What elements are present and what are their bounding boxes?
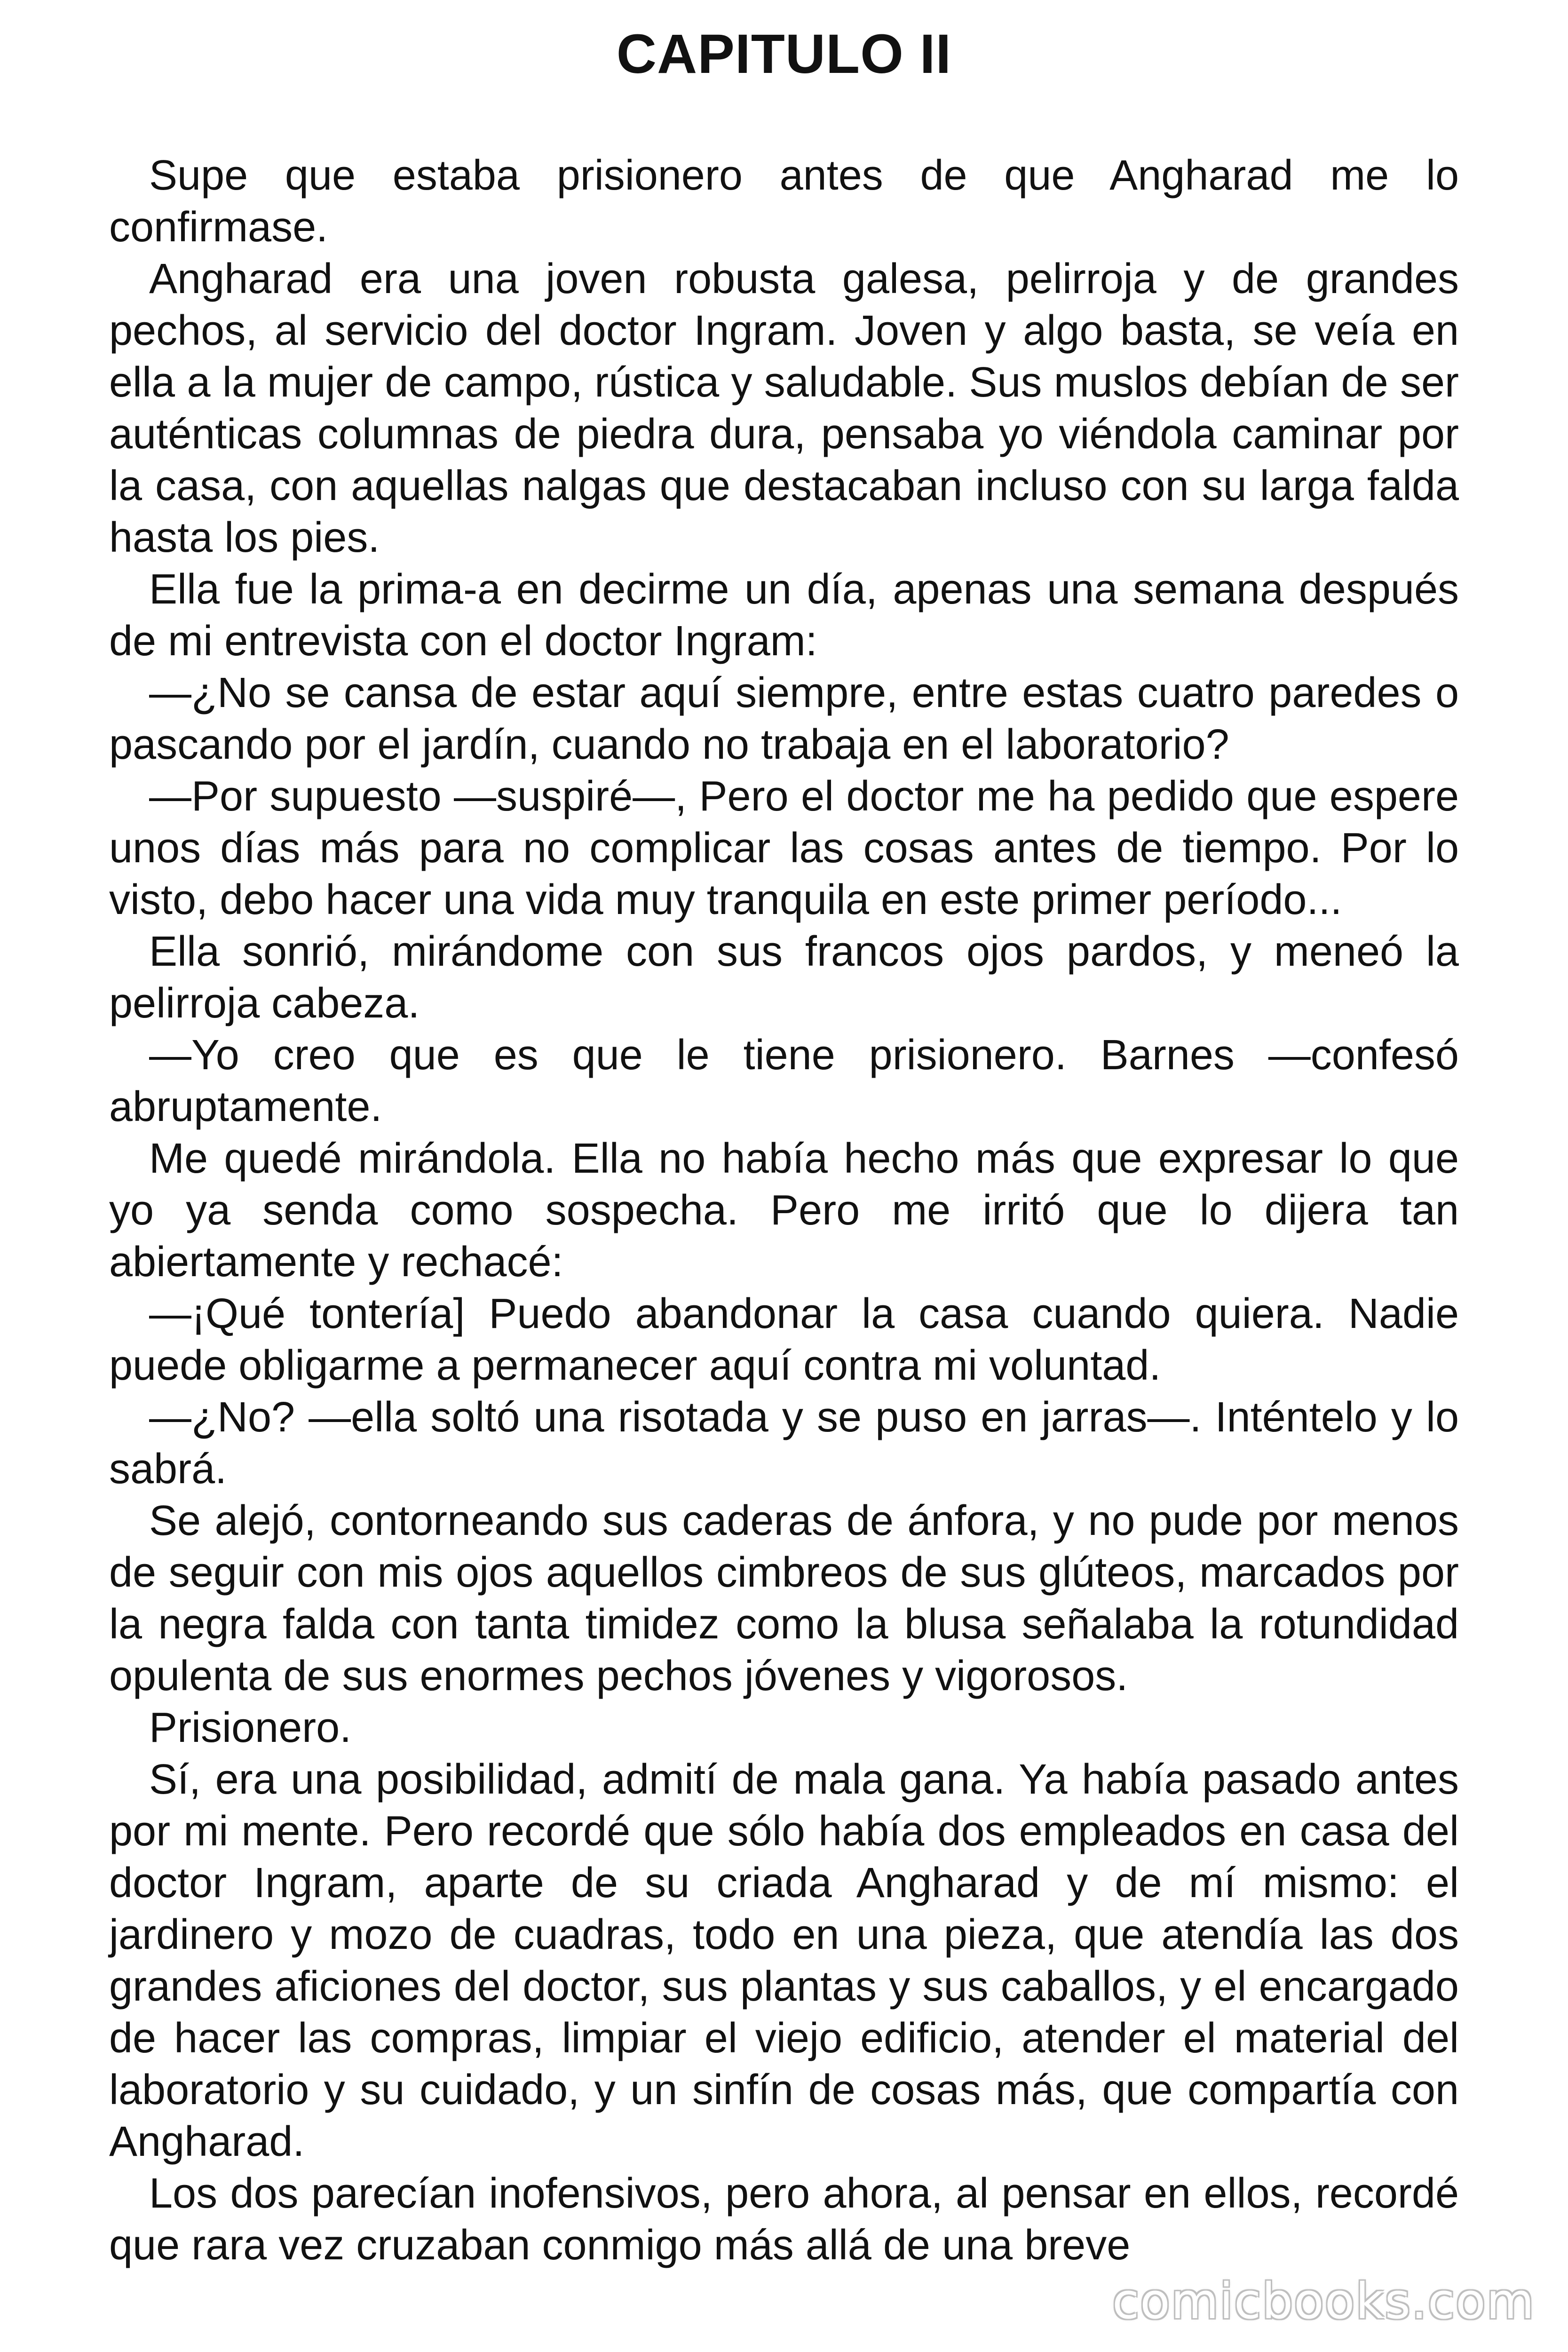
paragraph: Ella fue la prima-a en decirme un día, apenas una semana después de mi entrevista con el doctor Ingram: (109, 566, 1459, 665)
dialogue-paragraph: —Por supuesto —suspiré—, Pero el doctor me ha pedido que espere unos días más para no complicar las cosas antes de tiempo. Por lo visto, debo hacer una vida muy tranquila en este primer período... (109, 773, 1459, 923)
dialogue-paragraph: —¡Qué tontería] Puedo abandonar la casa cuando quiera. Nadie puede obligarme a permanecer aquí contra mi voluntad. (109, 1290, 1459, 1389)
paragraph: Prisionero. (149, 1704, 352, 1751)
chapter-title: CAPITULO II (616, 23, 952, 85)
paragraph: Ella sonrió, mirándome con sus francos ojos pardos, y meneó la pelirroja cabeza. (109, 928, 1459, 1027)
dialogue-paragraph: —¿No? —ella soltó una risotada y se puso en jarras—. Inténtelo y lo sabrá. (109, 1394, 1459, 1493)
book-page (109, 0, 1459, 2352)
paragraph: Los dos parecían inofensivos, pero ahora, al pensar en ellos, recordé que rara vez cruzaban conmigo más allá de una breve (109, 2170, 1459, 2269)
watermark: comicbooks.com (1112, 2273, 1535, 2330)
paragraph: Angharad era una joven robusta galesa, pelirroja y de grandes pechos, al servicio del doctor Ingram. Joven y algo basta, se veía en ella a la mujer de campo, rústica y saludable. Sus muslos debían de ser auténticas columnas de piedra dura, pensaba yo viéndola caminar por la casa, con aquellas nalgas que destacaban incluso con su larga falda hasta los pies. (109, 255, 1459, 561)
dialogue-paragraph: —Yo creo que es que le tiene prisionero. Barnes —confesó abruptamente. (109, 1032, 1459, 1130)
dialogue-paragraph: —¿No se cansa de estar aquí siempre, entre estas cuatro paredes o pascando por el jardín, cuando no trabaja en el laboratorio? (109, 669, 1459, 768)
paragraph: Sí, era una posibilidad, admití de mala gana. Ya había pasado antes por mi mente. Pero recordé que sólo había dos empleados en casa del doctor Ingram, aparte de su criada Angharad y de mí mismo: el jardinero y mozo de cuadras, todo en una pieza, que atendía las dos grandes aficiones del doctor, sus plantas y sus caballos, y el encargado de hacer las compras, limpiar el viejo edificio, atender el material del laboratorio y su cuidado, y un sinfín de cosas más, que compartía con Angharad. (109, 1756, 1459, 2165)
paragraph: Me quedé mirándola. Ella no había hecho más que expresar lo que yo ya senda como sospecha. Pero me irritó que lo dijera tan abiertamente y rechacé: (109, 1135, 1459, 1286)
paragraph: Supe que estaba prisionero antes de que Angharad me lo confirmase. (109, 152, 1459, 251)
paragraph: Se alejó, contorneando sus caderas de ánfora, y no pude por menos de seguir con mis ojos aquellos cimbreos de sus glúteos, marcados por la negra falda con tanta timidez como la blusa señalaba la rotundidad opulenta de sus enormes pechos jóvenes y vigorosos. (109, 1497, 1459, 1700)
chapter-body (109, 150, 1459, 2271)
